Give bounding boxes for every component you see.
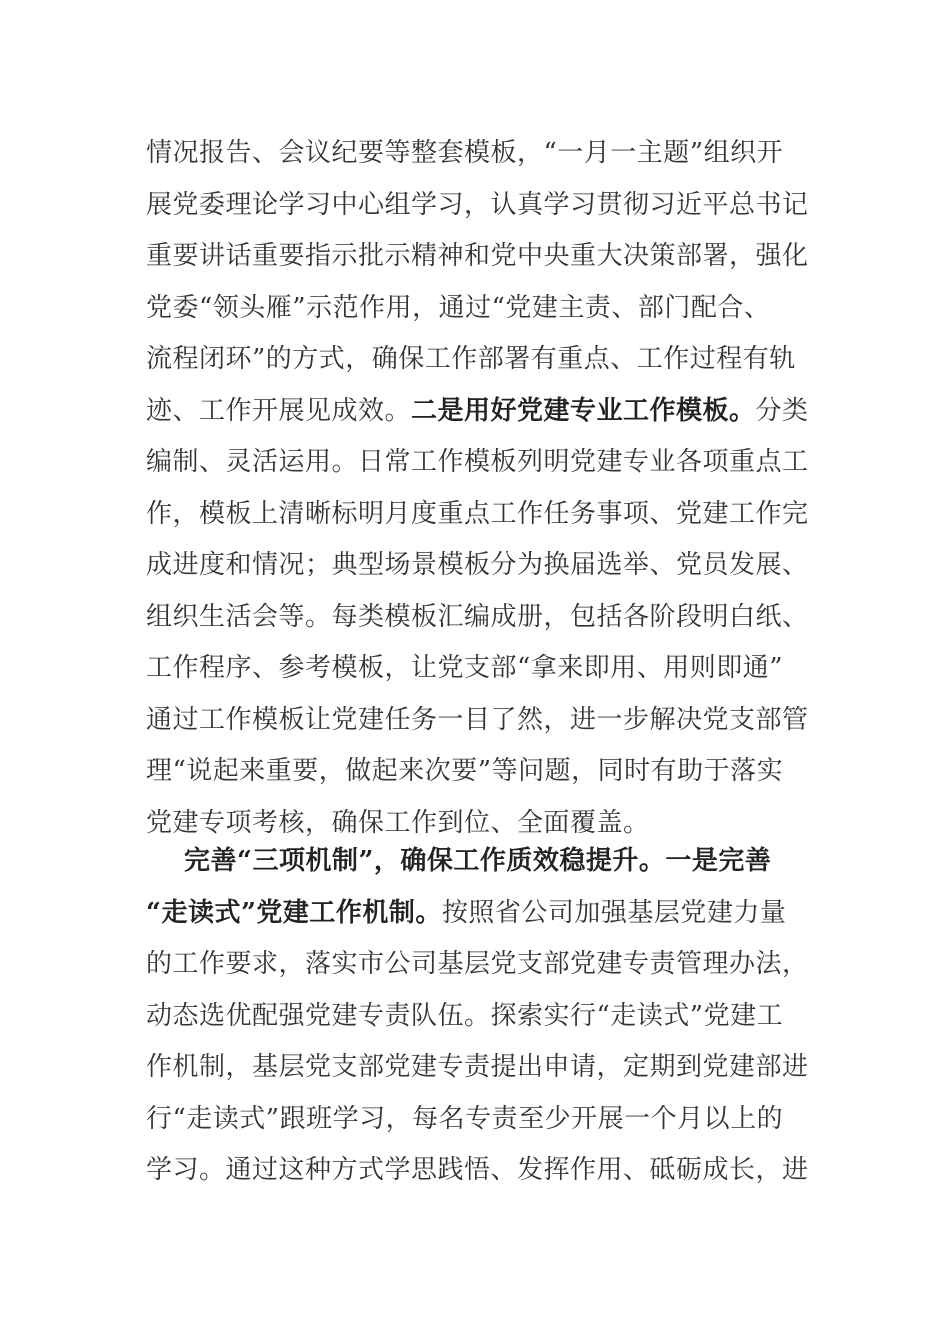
text-line: 情况报告、会议纪要等整套模板，“一月一主题”组织开: [146, 138, 784, 168]
text-line: [146, 836, 808, 888]
text-line: 重要讲话重要指示批示精神和党中央重大决策部署，强化: [146, 241, 809, 271]
bold-heading: 完善“三项机制”，确保工作质效稳提升。一是完善: [184, 846, 772, 876]
bold-heading: “走读式”党建工作机制。: [146, 897, 442, 928]
text-line: 行“走读式”跟班学习，每名专责至少开展一个月以上的: [146, 1103, 784, 1134]
text-line: 通过工作模板让党建任务一目了然，进一步解决党支部管: [146, 704, 809, 735]
paragraph-2: [146, 836, 808, 1197]
text-line: 成进度和情况；典型场景模板分为换届选举、党员发展、: [146, 550, 809, 580]
text-line: 的工作要求，落实市公司基层党支部党建专责管理办法，: [146, 949, 809, 979]
text-line: “走读式”党建工作机制。按照省公司加强基层党建力量: [146, 897, 787, 928]
text-line: 组织生活会等。每类模板汇编成册，包括各阶段明白纸、: [146, 601, 809, 632]
text-line: 党建专项考核，确保工作到位、全面覆盖。: [146, 807, 650, 838]
text-line: 展党委理论学习中心组学习，认真学习贯彻习近平总书记: [146, 189, 809, 220]
text-line: 迹、工作开展见成效。二是用好党建专业工作模板。分类: [146, 395, 809, 426]
text-line: 流程闭环”的方式，确保工作部署有重点、工作过程有轨: [146, 344, 796, 374]
text-line: 动态选优配强党建专责队伍。探索实行“走读式”党建工: [146, 1000, 784, 1031]
text-line: 作机制，基层党支部党建专责提出申请，定期到党建部进: [146, 1052, 809, 1082]
paragraph-1: [146, 128, 808, 849]
text-line: 作，模板上清晰标明月度重点工作任务事项、党建工作完: [146, 498, 809, 529]
text-line: 工作程序、参考模板，让党支部“拿来即用、用则即通”: [146, 653, 784, 683]
text-line: 党委“领头雁”示范作用，通过“党建主责、部门配合、: [146, 292, 771, 323]
text-line: 学习。通过这种方式学思践悟、发挥作用、砥砺成长，进: [146, 1155, 809, 1185]
text-line: 编制、灵活运用。日常工作模板列明党建专业各项重点工: [146, 447, 809, 477]
bold-heading: 二是用好党建专业工作模板。: [411, 395, 756, 426]
text-line: 理“说起来重要，做起来次要”等问题，同时有助于落实: [146, 756, 784, 786]
